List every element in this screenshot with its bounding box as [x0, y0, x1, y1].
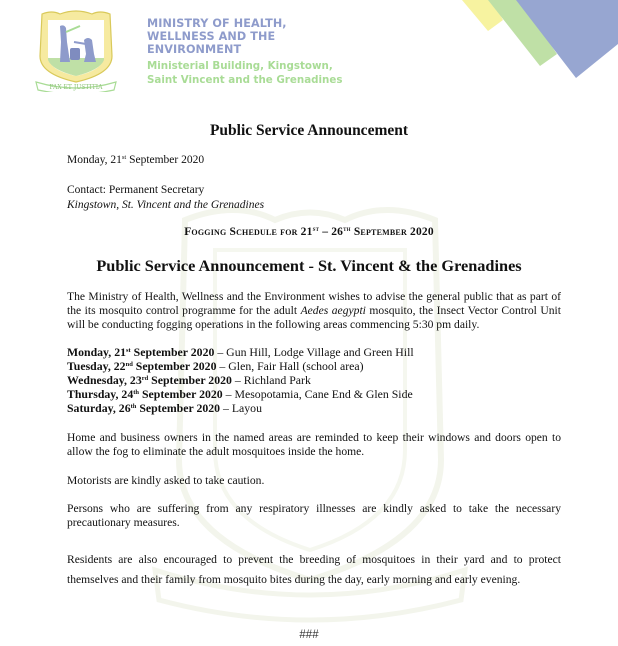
residents-paragraph: Residents are also encouraged to prevent the breeding of mosquitoes in their yard and to protect themselves and their family from mosquito bites during the day, early morning and early evening. [67, 553, 561, 586]
fog-heading-ordinal: th [343, 225, 351, 233]
contact-location: Kingstown, St. Vincent and the Grenadines [67, 198, 265, 211]
corner-band-green [488, 0, 557, 66]
schedule-areas: – Richland Park [231, 373, 311, 387]
ministry-line: MINISTRY OF HEALTH, [147, 17, 287, 30]
address-line: Saint Vincent and the Grenadines [147, 73, 343, 86]
announcement-subtitle: Public Service Announcement - St. Vincent & the Grenadines [96, 256, 522, 275]
corner-band-blue [516, 0, 618, 78]
ministry-line: ENVIRONMENT [147, 43, 242, 56]
respiratory-paragraph: Persons who are suffering from any respiratory illnesses are kindly asked to take the necessary precautionary measures. [67, 502, 561, 530]
ministry-line: WELLNESS AND THE [147, 30, 276, 43]
fog-heading-ordinal: st [312, 225, 320, 233]
coat-of-arms-logo [30, 8, 122, 92]
contact-block [67, 183, 264, 212]
schedule-areas: – Gun Hill, Lodge Village and Green Hill [214, 345, 414, 359]
species-name: Aedes aegypti [300, 304, 366, 318]
ministry-name [147, 17, 287, 56]
document-date [67, 154, 204, 166]
schedule-item [67, 373, 414, 387]
schedule-item [67, 359, 414, 373]
date-ordinal: st [121, 154, 127, 161]
corner-band-yellow [462, 0, 503, 31]
end-mark: ### [299, 629, 319, 641]
intro-text: mosquito, the Insect Vector Control Unit will be conducting fogging operations in the following areas commencing 5:30 pm daily. [67, 304, 561, 332]
schedule-day: Wednesday, 23rd September 2020 [67, 373, 232, 387]
schedule-areas: – Glen, Fair Hall (school area) [216, 359, 364, 373]
schedule-day: Saturday, 26th September 2020 [67, 401, 221, 415]
ministry-address [147, 60, 343, 87]
fogging-schedule-list [67, 345, 414, 415]
date-month-year: September 2020 [126, 154, 205, 166]
fog-heading-part: Fogging Schedule for 21 [184, 226, 313, 238]
schedule-day: Thursday, 24th September 2020 [67, 387, 223, 401]
schedule-item [67, 387, 414, 401]
schedule-item [67, 401, 414, 415]
logo-motto: PAX ET JUSTITIA [49, 84, 103, 91]
fog-heading-part: September 2020 [350, 226, 434, 238]
schedule-areas: – Mesopotamia, Cane End & Glen Side [222, 387, 413, 401]
motorists-paragraph: Motorists are kindly asked to take caution. [67, 474, 265, 487]
intro-text: The Ministry of Health, Wellness and the Environment wishes to advise the general public that as part of the its mosquito control programme for the adult [67, 290, 561, 318]
fogging-schedule-heading [0, 226, 618, 238]
contact-person: Contact: Permanent Secretary [67, 184, 205, 196]
address-line: Ministerial Building, Kingstown, [147, 60, 333, 72]
schedule-areas: – Layou [220, 401, 262, 415]
schedule-day: Monday, 21st September 2020 [67, 345, 215, 359]
schedule-day: Tuesday, 22nd September 2020 [67, 359, 217, 373]
intro-paragraph [67, 290, 561, 333]
fog-heading-part: – 26 [319, 226, 344, 238]
schedule-item [67, 345, 414, 359]
date-day: Monday, 21 [67, 154, 122, 166]
document-title: Public Service Announcement [209, 122, 409, 139]
owners-paragraph: Home and business owners in the named areas are reminded to keep their windows and doors open to allow the fog to eliminate the adult mosquitoes inside the home. [67, 431, 561, 459]
